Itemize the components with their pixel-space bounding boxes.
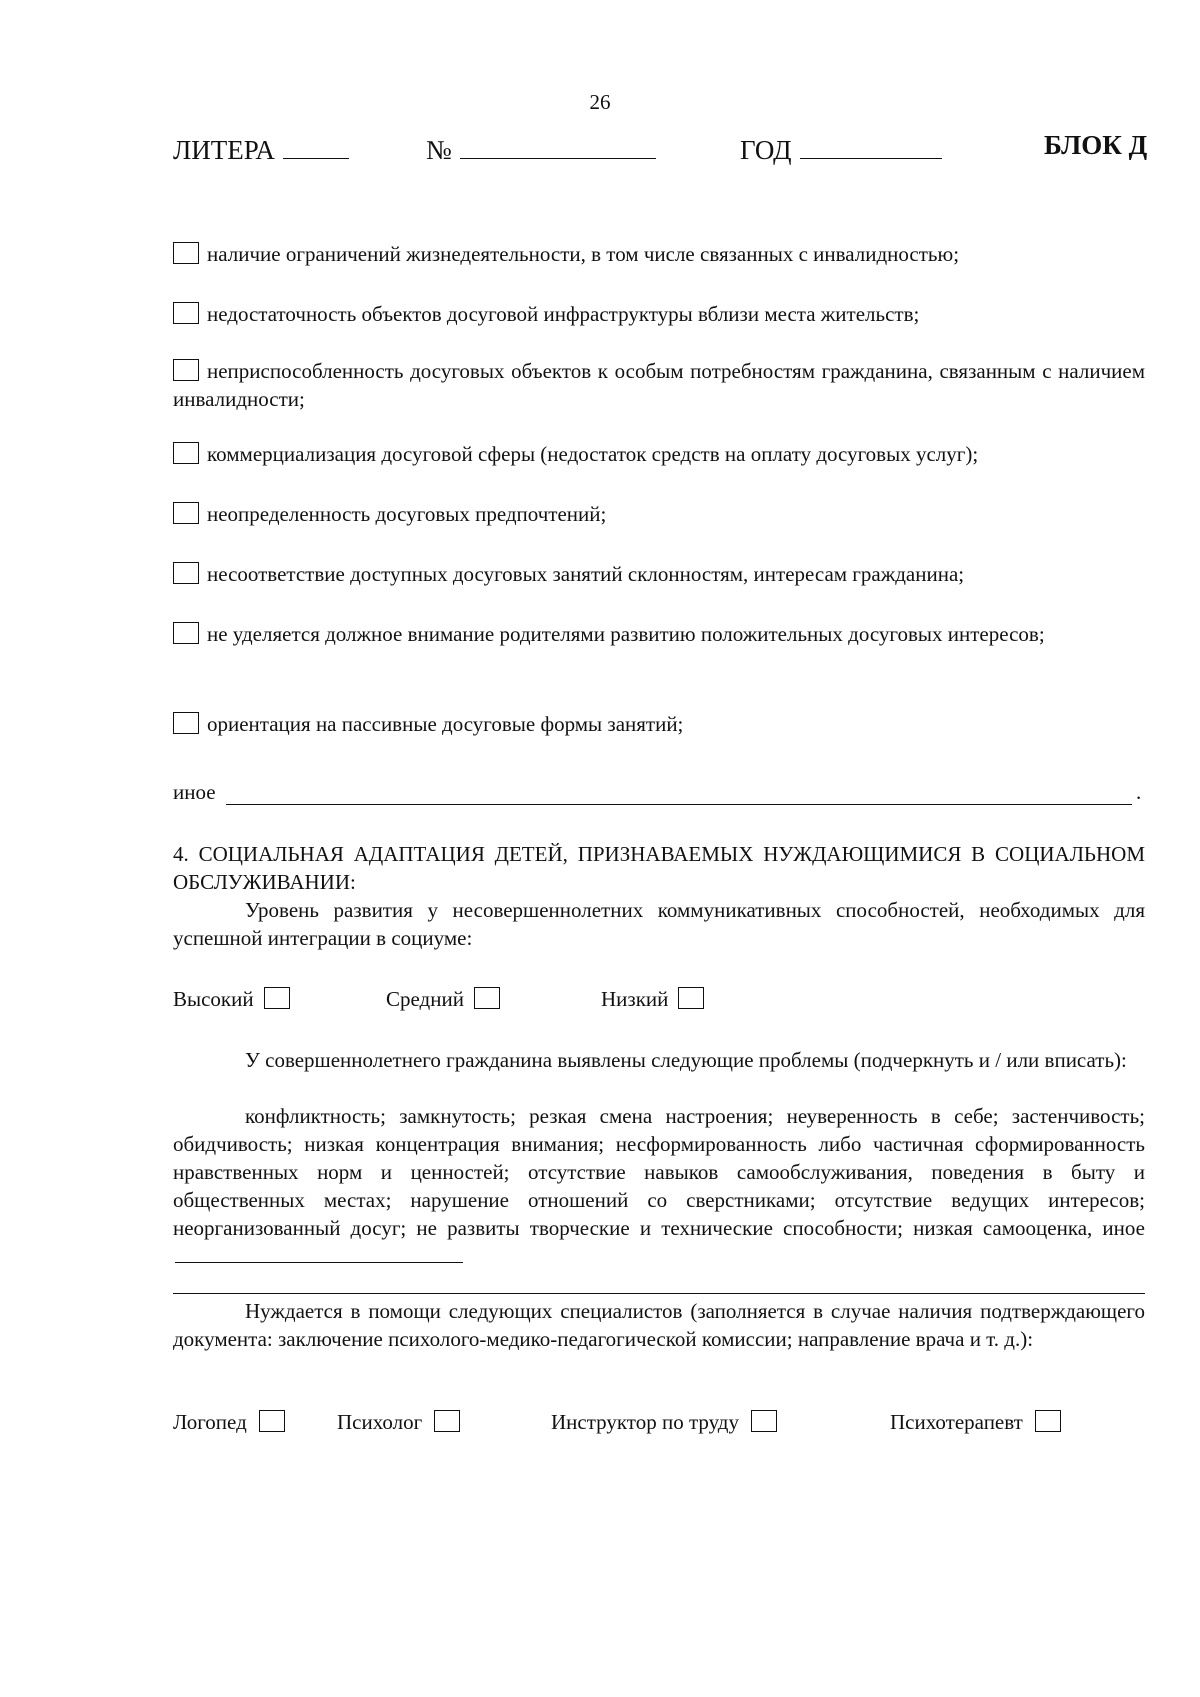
level-label: Средний	[386, 987, 464, 1011]
specialist-label: Психотерапевт	[890, 1410, 1023, 1434]
checklist-item	[173, 440, 1145, 468]
specialist-label: Логопед	[173, 1410, 247, 1434]
specialist-speech-therapist	[173, 1408, 285, 1436]
checkbox[interactable]	[259, 1410, 285, 1432]
number-field	[426, 128, 656, 167]
page-number: 26	[589, 90, 611, 114]
checkbox[interactable]	[173, 502, 199, 524]
checkbox[interactable]	[173, 712, 199, 734]
checklist-item	[173, 357, 1145, 413]
specialist-label: Инструктор по труду	[551, 1410, 739, 1434]
problems-list-text: конфликтность; замкнутость; резкая смена настроения; неуверенность в себе; застенчивость; обидчивость; низкая концентрация внимания; несформированность либо частичная сформированность нравственных норм и ценностей; отсутствие навыков самообслуживания, поведения в быту и общественных местах; нарушение отношений со сверстниками; отсутствие ведущих интересов; неорганизованный досуг; не развиты творческие и технические способности; низкая самооценка, иное	[173, 1104, 1145, 1240]
level-option-low	[601, 985, 704, 1013]
checklist-item	[173, 300, 1145, 328]
checkbox[interactable]	[751, 1410, 777, 1432]
level-option-medium	[386, 985, 500, 1013]
specialist-label: Психолог	[337, 1410, 423, 1434]
checklist-item	[173, 500, 1145, 528]
checklist-item-text: неприспособленность досуговых объектов к особым потребностям гражданина, связанным с наличием инвалидности;	[173, 359, 1145, 411]
checkbox[interactable]	[173, 442, 199, 464]
checklist-item	[173, 710, 1145, 738]
level-label: Низкий	[601, 987, 669, 1011]
checklist-item-text: недостаточность объектов досуговой инфраструктуры вблизи места жительств;	[207, 302, 920, 326]
specialist-psychotherapist	[890, 1408, 1061, 1436]
checklist-item-text: наличие ограничений жизнедеятельности, в том числе связанных с инвалидностью;	[207, 242, 960, 266]
specialist-labor-instructor	[551, 1408, 777, 1436]
block-label: БЛОК Д	[1044, 130, 1148, 160]
checkbox[interactable]	[173, 359, 199, 381]
checklist-item-text: ориентация на пассивные досуговые формы занятий;	[207, 712, 684, 736]
litera-field	[173, 128, 349, 167]
checkbox[interactable]	[173, 622, 199, 644]
checkbox[interactable]	[474, 987, 500, 1009]
litera-blank[interactable]	[283, 128, 349, 159]
checklist-item-text: коммерциализация досуговой сферы (недостаток средств на оплату досуговых услуг);	[207, 442, 979, 466]
year-label: ГОД	[740, 135, 792, 165]
checklist-item-text: не уделяется должное внимание родителями развитию положительных досуговых интересов;	[207, 622, 1045, 646]
checkbox[interactable]	[173, 302, 199, 324]
other-label: иное	[173, 780, 216, 804]
section-heading: 4. СОЦИАЛЬНАЯ АДАПТАЦИЯ ДЕТЕЙ, ПРИЗНАВАЕМЫХ НУЖДАЮЩИМИСЯ В СОЦИАЛЬНОМ ОБСЛУЖИВАНИИ:	[173, 842, 1145, 894]
litera-label: ЛИТЕРА	[173, 135, 275, 165]
checkbox[interactable]	[173, 562, 199, 584]
problems-list	[173, 1102, 1145, 1270]
checkbox[interactable]	[1035, 1410, 1061, 1432]
checklist-item	[173, 240, 1145, 268]
problems-extra-blank[interactable]	[173, 1293, 1145, 1294]
level-label: Высокий	[173, 987, 254, 1011]
checkbox[interactable]	[173, 242, 199, 264]
other-blank[interactable]	[226, 804, 1132, 805]
number-label: №	[426, 135, 452, 165]
checkbox[interactable]	[434, 1410, 460, 1432]
checklist-item-text: несоответствие доступных досуговых занятий склонностям, интересам гражданина;	[207, 562, 965, 586]
specialists-intro: Нуждается в помощи следующих специалистов (заполняется в случае наличия подтверждающего документа: заключение психолого-медико-педагогической комиссии; направление врача и т. д.):	[173, 1299, 1145, 1351]
other-end: .	[1136, 780, 1142, 804]
level-option-high	[173, 985, 290, 1013]
checklist-item	[173, 560, 1145, 588]
checkbox[interactable]	[678, 987, 704, 1009]
checkbox[interactable]	[264, 987, 290, 1009]
checklist-item-text: неопределенность досуговых предпочтений;	[207, 502, 607, 526]
checklist-item	[173, 620, 1145, 648]
specialist-psychologist	[337, 1408, 460, 1436]
year-field	[740, 128, 942, 167]
year-blank[interactable]	[800, 128, 942, 159]
level-intro: Уровень развития у несовершеннолетних коммуникативных способностей, необходимых для успешной интеграции в социуме:	[173, 898, 1145, 950]
number-blank[interactable]	[460, 128, 656, 159]
problems-other-blank[interactable]	[175, 1242, 463, 1263]
problems-intro: У совершеннолетнего гражданина выявлены следующие проблемы (подчеркнуть и / или вписать):	[245, 1048, 1127, 1072]
